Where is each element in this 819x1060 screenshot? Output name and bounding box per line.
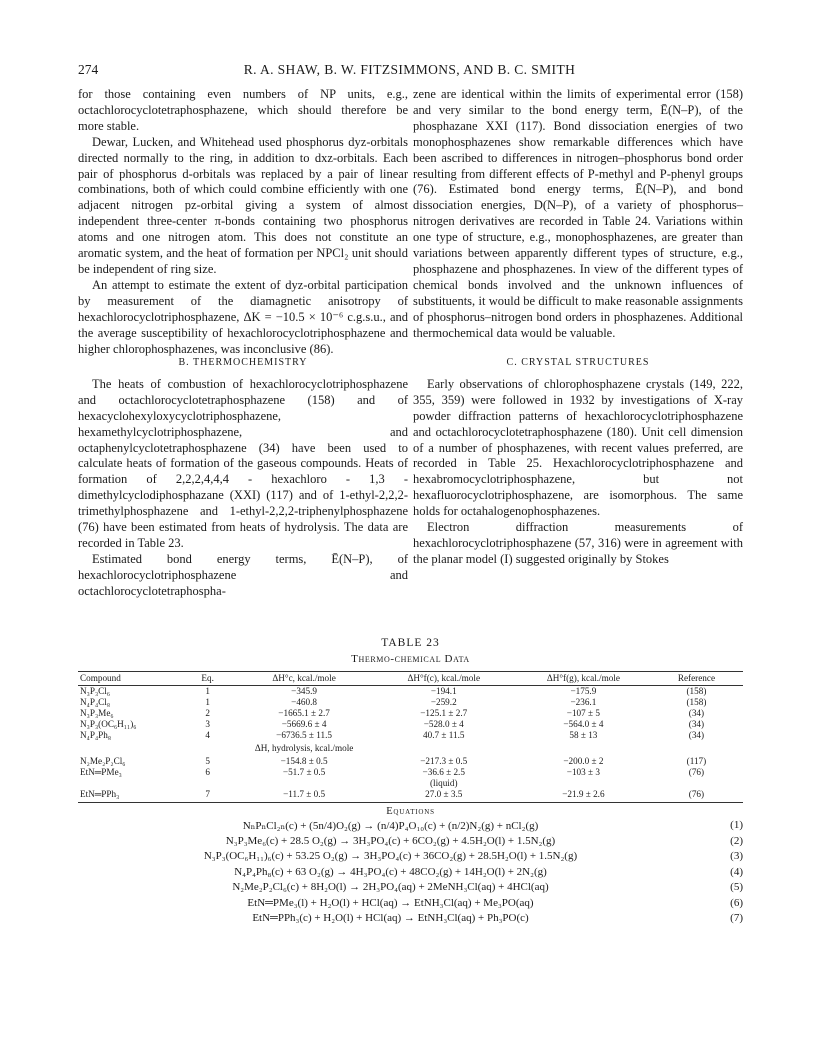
paragraph: An attempt to estimate the extent of dyz-orbital participation by measurement of the diamagnetic anisotropy of hexachlorocyclotriphosphazene, ΔK = −10.5 × 10⁻⁶ c.g.s.u., and the average susceptibility of hexachlorocyclotriphosphazene and higher chlorophosphazenes, was inconclusive (86). [78, 277, 408, 356]
col-header-compound: Compound [78, 672, 178, 686]
col-header-reference: Reference [650, 672, 743, 686]
section-heading: B. THERMOCHEMISTRY [178, 357, 308, 368]
col-header-eq: Eq. [178, 672, 238, 686]
table-row: EtN═PPh₃ 7 −11.7 ± 0.5 27.0 ± 3.5 −21.9 ± 2.6 (76) [78, 789, 743, 803]
col-header-dhf-c: ΔH°f(c), kcal./mole [371, 672, 517, 686]
page-number: 274 [78, 62, 99, 77]
section-heading: C. CRYSTAL STRUCTURES [506, 357, 650, 368]
right-column-top [413, 87, 743, 342]
table-row: N₂Me₂P₂Cl₆ 5 −154.8 ± 0.5 −217.3 ± 0.5 −200.0 ± 2 (117) [80, 756, 707, 766]
table-title: TABLE 23 [381, 637, 440, 649]
table-row: N₄P₄Cl₈ 1 −460.8 −259.2 −236.1 (158) [80, 697, 707, 707]
hydrolysis-header: ΔH, hydrolysis, kcal./mole [254, 743, 354, 753]
col-header-dhf-g: ΔH°f(g), kcal./mole [517, 672, 650, 686]
table-subheader-row [78, 741, 743, 756]
equation: N₂Me₂P₂Cl₆(c) + 8H₂O(l) → 2H₃PO₄(aq) + 2MeNH₃Cl(aq) + 4HCl(aq) (5) [232, 881, 743, 893]
equation: EtN═PMe₃(l) + H₂O(l) + HCl(aq) → EtNH₃Cl(aq) + Me₃PO(aq) (6) [247, 896, 743, 909]
paragraph: for those containing even numbers of NP units, e.g., octachlorocyclotetraphosphazene, which should therefore be more stable. [78, 87, 408, 133]
equations-heading: Equations [386, 806, 435, 817]
left-column-top [78, 87, 408, 357]
liquid-note: (liquid) [429, 778, 458, 788]
table-row: N₄P₄Ph₈ 4 −6736.5 ± 11.5 40.7 ± 11.5 58 ± 13 (34) [80, 730, 705, 740]
paragraph: zene are identical within the limits of experimental error (158) and very similar to the bond energy term, Ē(N–P), of the phosphazane XXI (117). Bond dissociation energies of two monophosphazenes show remarkable differences which have been ascribed to differences in nitrogen–phosphorus bond order resulting from different effects of P-methyl and P-phenyl groups (76). Estimated bond energy terms, Ē(N–P), and bond dissociation energies, D(N–P), of a variety of phosphorus–nitrogen derivatives are recorded in Table 24. Variations within one type of structure, e.g., monophosphazenes, are greater than variations between apparently different types of structure, e.g., phosphazene and phosphazenes. In view of the different types of chemical bonds involved and the unknown influences of substituents, it would be difficult to make reasonable assignments of phosphorus–nitrogen bond orders in phosphazenes. Additional thermochemical data would be valuable. [413, 87, 743, 340]
running-head: R. A. SHAW, B. W. FITZSIMMONS, AND B. C. SMITH [243, 62, 576, 77]
table-row: N₃P₃(OC₆H₁₁)₆ 3 −5669.6 ± 4 −528.0 ± 4 −564.0 ± 4 (34) [80, 719, 705, 729]
paragraph: Early observations of chlorophosphazene crystals (149, 222, 355, 359) were followed in 1932 by investigations of X-ray powder diffraction patterns of hexachlorocyclotriphosphazene and octachlorocyclotetraphosphazene (180). Unit cell dimension of a number of phosphazenes, with recent values preferred, are recorded in Table 25. Hexachlorocyclotriphosphazene and hexabromocyclotriphosphazene, but not hexafluorocyclotriphosphazene, are isomorphous. The same holds for octahalogenophosphazenes. [413, 376, 743, 519]
table-row: N₃P₃Me₆ 2 −1665.1 ± 2.7 −125.1 ± 2.7 −107 ± 5 (34) [80, 708, 705, 718]
table-subtitle: Thermo-chemical Data [351, 653, 470, 665]
paragraph: Dewar, Lucken, and Whitehead used phosphorus dyz-orbitals directed normally to the ring, in addition to dxz-orbitals. Each pair of phosphorus d-orbitals was replaced by a pair of linear combinations, both of which could combine efficiently with one adjacent nitrogen pz-orbital giving a system of almost independent three-center π-bonds containing two phosphorus atoms and one nitrogen atom. This does not constitute an aromatic system, and the heat of formation per NPCl₂ unit should be independent of ring size. [78, 134, 408, 276]
equation: N₃P₃Me₆(c) + 28.5 O₂(g) → 3H₃PO₄(c) + 6CO₂(g) + 4.5H₂O(l) + 1.5N₂(g) (2) [225, 834, 743, 847]
section-thermochemistry [78, 355, 408, 600]
paragraph: Estimated bond energy terms, Ē(N–P), of hexachlorocyclotriphosphazene and octachlorocyclotetraphospha- [78, 551, 408, 598]
paragraph: Electron diffraction measurements of hexachlorocyclotriphosphazene (57, 316) were in agreement with the planar model (I) suggested originally by Stokes [413, 520, 743, 566]
equations-list [78, 819, 743, 928]
col-header-dhc: ΔH°c, kcal./mole [238, 672, 371, 686]
thermo-table [78, 671, 743, 803]
table-row: EtN═PMe₃ 6 −51.7 ± 0.5 −36.6 ± 2.5 (liquid) −103 ± 3 (76) [80, 767, 705, 788]
table-23 [78, 637, 743, 928]
equation: N₃P₃(OC₆H₁₁)₆(c) + 53.25 O₂(g) → 3H₃PO₄(c) + 36CO₂(g) + 28.5H₂O(l) + 1.5N₂(g) (3) [203, 850, 743, 862]
equation: EtN═PPh₃(c) + H₂O(l) + HCl(aq) → EtNH₃Cl(aq) + Ph₃PO(c) (7) [252, 912, 743, 924]
table-row: N₃P₃Cl₆ 1 −345.9 −194.1 −175.9 (158) [80, 686, 707, 696]
equation: NₙPₙCl₂ₙ(c) + (5n/4)O₂(g) → (n/4)P₄O₁₀(c) + (n/2)N₂(g) + nCl₂(g) (1) [242, 819, 743, 832]
equation: N₄P₄Ph₈(c) + 63 O₂(g) → 4H₃PO₄(c) + 48CO₂(g) + 14H₂O(l) + 2N₂(g) (4) [234, 865, 743, 878]
paragraph: The heats of combustion of hexachlorocyclotriphosphazene and octachlorocyclotetraphosphazene (158) and of hexacyclohexyloxycyclotriphosphazene, hexamethylcyclotriphosphazene, and octaphenylcyclotetraphosphazene (34) have been used to calculate heats of formation of the gaseous compounds. Heats of formation of 2,2,2,4,4,4 - hexachloro - 1,3 - dimethylcyclodiphosphazane (XXI) (117) and of 1-ethyl-2,2,2-trimethylphosphazene and 1-ethyl-2,2,2-triphenylphosphazene (76) have been estimated from heats of hydrolysis. The data are recorded in Table 23. [78, 376, 408, 550]
section-crystal-structures [413, 355, 743, 568]
